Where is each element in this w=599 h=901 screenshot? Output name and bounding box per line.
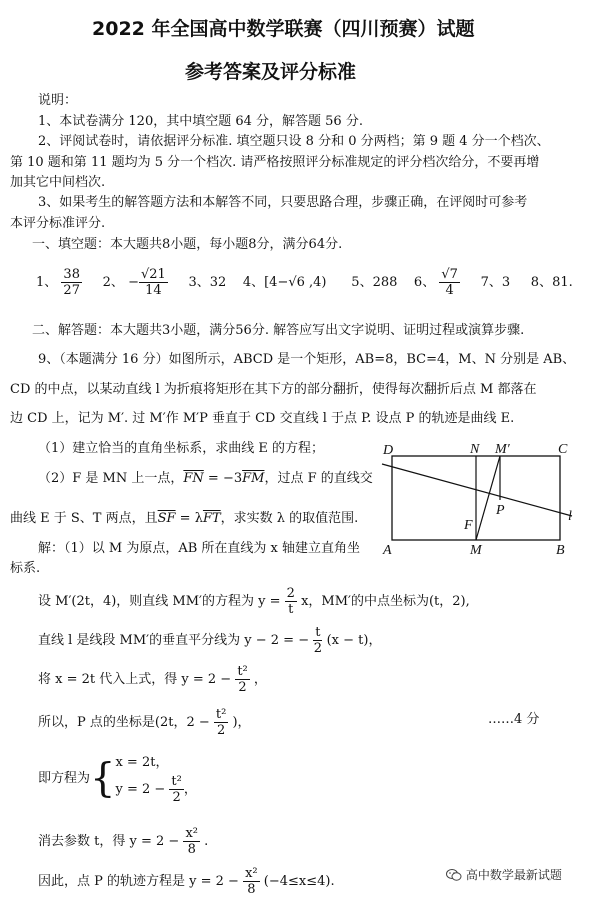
answer-2-sign: −	[128, 275, 139, 290]
s3-text-a: 直线 l 是线段 MM′的垂直平分线为 y − 2 = −	[38, 633, 310, 648]
s2-num: 2	[286, 586, 295, 601]
s8-num: x²	[245, 866, 258, 881]
label-d: D	[383, 443, 394, 458]
s4-num: t²	[237, 664, 248, 679]
s4-text-a: 将 x = 2t 代入上式，得 y = 2 −	[38, 672, 232, 687]
answer-1-fraction	[61, 267, 82, 298]
answer-2-label: 2、	[102, 275, 124, 290]
s4-den: 2	[238, 680, 247, 695]
problem9-line1: 9、（本题满分 16 分）如图所示，ABCD 是一个矩形，AB=8，BC=4，M、N 分别是 AB、	[38, 352, 576, 367]
answer-5: 5、288	[351, 275, 398, 290]
problem9-q2-line2	[10, 510, 358, 527]
watermark	[446, 866, 562, 883]
s6-text-a: 即方程为	[38, 771, 91, 786]
s3-fraction	[313, 625, 322, 656]
note-2b: 第 10 题和第 11 题均为 5 分一个档次. 请严格按照评分标准规定的评分档次给分，不要再增	[10, 155, 540, 170]
equation-system	[115, 752, 196, 805]
fold-line-l	[382, 464, 572, 516]
label-b: B	[556, 543, 565, 558]
solution-line3	[38, 625, 381, 656]
label-a: A	[383, 543, 392, 558]
system-row-2	[115, 774, 196, 805]
note-2c: 加其它中间档次.	[10, 175, 106, 190]
s6-row2-b: ，	[183, 782, 197, 797]
answer-1-den: 27	[63, 283, 80, 298]
problem9-q2-line1	[38, 470, 373, 487]
s6-fraction	[169, 774, 183, 805]
label-m: M	[470, 543, 482, 558]
s7-text-a: 消去参数 t，得 y = 2 −	[38, 834, 180, 849]
answer-4: 4、[4−√6 ,4)	[242, 275, 327, 290]
s5-text-a: 所以，P 点的坐标是(2t，2 −	[38, 715, 210, 730]
s7-den: 8	[187, 842, 196, 857]
answer-1-label: 1、	[36, 275, 58, 290]
solution-line8	[38, 866, 335, 897]
section-fill-blank: 一、填空题：本大题共8小题，每小题8分，满分64分.	[32, 237, 343, 252]
problem9-q1: （1）建立恰当的直角坐标系，求曲线 E 的方程；	[38, 441, 325, 456]
q2-eq: = −3	[203, 471, 243, 486]
s8-text-b: (−4≤x≤4).	[263, 874, 335, 889]
problem9-line3: 边 CD 上，记为 M′. 过 M′作 M′P 垂直于 CD 交直线 l 于点 P. 设点 P 的轨迹是曲线 E.	[10, 411, 515, 426]
s3-num: t	[315, 625, 321, 640]
s4-text-b: ，	[253, 672, 267, 687]
label-c: C	[558, 442, 568, 457]
solution-line2	[38, 586, 470, 617]
label-n: N	[470, 442, 480, 457]
segment-m-m-prime	[476, 456, 500, 540]
answer-3: 3、32	[188, 275, 227, 290]
s6-den: 2	[172, 790, 181, 805]
answer-2-num: √21	[140, 267, 166, 282]
answer-8: 8、81.	[530, 275, 573, 290]
s2-text-b: x，MM′的中点坐标为(t，2),	[301, 594, 470, 609]
solution-line6	[38, 752, 197, 805]
rectangle-fold-figure	[380, 436, 580, 560]
solution-line5	[38, 707, 251, 738]
answer-6-fraction	[439, 267, 460, 298]
s5-text-b: )，	[232, 715, 251, 730]
s3-text-b: (x − t)，	[326, 633, 382, 648]
s5-fraction	[214, 707, 228, 738]
vector-ft: $\overline{FT}$	[202, 511, 221, 526]
notes-heading: 说明：	[38, 93, 78, 108]
section-answer: 二、解答题：本大题共3小题，满分56分. 解答应写出文字说明、证明过程或演算步骤.	[32, 323, 525, 338]
q2-text-c: 曲线 E 于 S、T 两点，且	[10, 511, 158, 526]
label-m-prime: M′	[495, 442, 510, 457]
q2-text-d: ，求实数 λ 的取值范围.	[220, 511, 359, 526]
answers-row	[36, 267, 573, 298]
solution-line1b: 标系.	[10, 561, 41, 576]
s6-row2-a: y = 2 −	[115, 782, 166, 797]
s7-text-b: .	[204, 834, 209, 849]
vector-fm: $\overline{FM}$	[242, 471, 265, 486]
label-p: P	[496, 503, 505, 518]
s3-den: 2	[313, 641, 322, 656]
score-4-points: ……4 分	[488, 712, 540, 727]
label-f: F	[464, 518, 473, 533]
s7-num: x²	[185, 826, 198, 841]
answer-2-den: 14	[145, 283, 162, 298]
solution-line1: 解：（1）以 M 为原点，AB 所在直线为 x 轴建立直角坐	[38, 541, 361, 556]
s5-num: t²	[215, 707, 227, 722]
s4-fraction	[235, 664, 249, 695]
q2-text-a: （2）F 是 MN 上一点，	[38, 471, 184, 486]
answer-7: 7、3	[480, 275, 511, 290]
solution-line7	[38, 826, 208, 857]
watermark-text: 高中数学最新试题	[465, 868, 562, 882]
s5-den: 2	[216, 723, 226, 738]
label-l: l	[568, 509, 572, 524]
s6-num: t²	[171, 774, 182, 789]
s2-den: t	[288, 602, 294, 617]
s8-text-a: 因此，点 P 的轨迹方程是 y = 2 −	[38, 874, 239, 889]
page-title: 2022 年全国高中数学联赛（四川预赛）试题	[92, 18, 475, 40]
s2-text-a: 设 M′(2t，4)，则直线 MM′的方程为 y =	[38, 594, 281, 609]
answer-6-den: 4	[445, 283, 454, 298]
note-2a: 2、评阅试卷时，请依据评分标准. 填空题只设 8 分和 0 分两档；第 9 题 4 分一个档次、	[38, 134, 550, 149]
s2-fraction	[285, 586, 297, 617]
s8-den: 8	[247, 882, 256, 897]
wechat-icon	[446, 868, 462, 882]
answer-1-num: 38	[63, 267, 80, 282]
system-row-1: x = 2t，	[115, 755, 169, 770]
answer-6-num: √7	[441, 267, 458, 282]
problem9-line2: CD 的中点，以某动直线 l 为折痕将矩形在其下方的部分翻折，使得每次翻折后点 M 都落在	[10, 382, 537, 397]
q2-eq2: = λ	[175, 511, 203, 526]
answer-6-label: 6、	[413, 275, 436, 290]
system-brace: {	[90, 755, 116, 802]
answer-2-fraction	[139, 267, 168, 298]
vector-sf: $\overline{SF}$	[157, 511, 176, 526]
s7-fraction	[183, 826, 200, 857]
note-3a: 3、如果考生的解答题方法和本解答不同，只要思路合理，步骤正确，在评阅时可参考	[38, 195, 528, 210]
solution-line4	[38, 664, 267, 695]
note-3b: 本评分标准评分.	[10, 216, 106, 231]
note-1: 1、本试卷满分 120，其中填空题 64 分，解答题 56 分.	[38, 114, 363, 129]
vector-fn: $\overline{FN}$	[183, 471, 204, 486]
s8-fraction	[243, 866, 260, 897]
page-subtitle: 参考答案及评分标准	[185, 61, 357, 83]
q2-text-b: ，过点 F 的直线交	[264, 471, 373, 486]
